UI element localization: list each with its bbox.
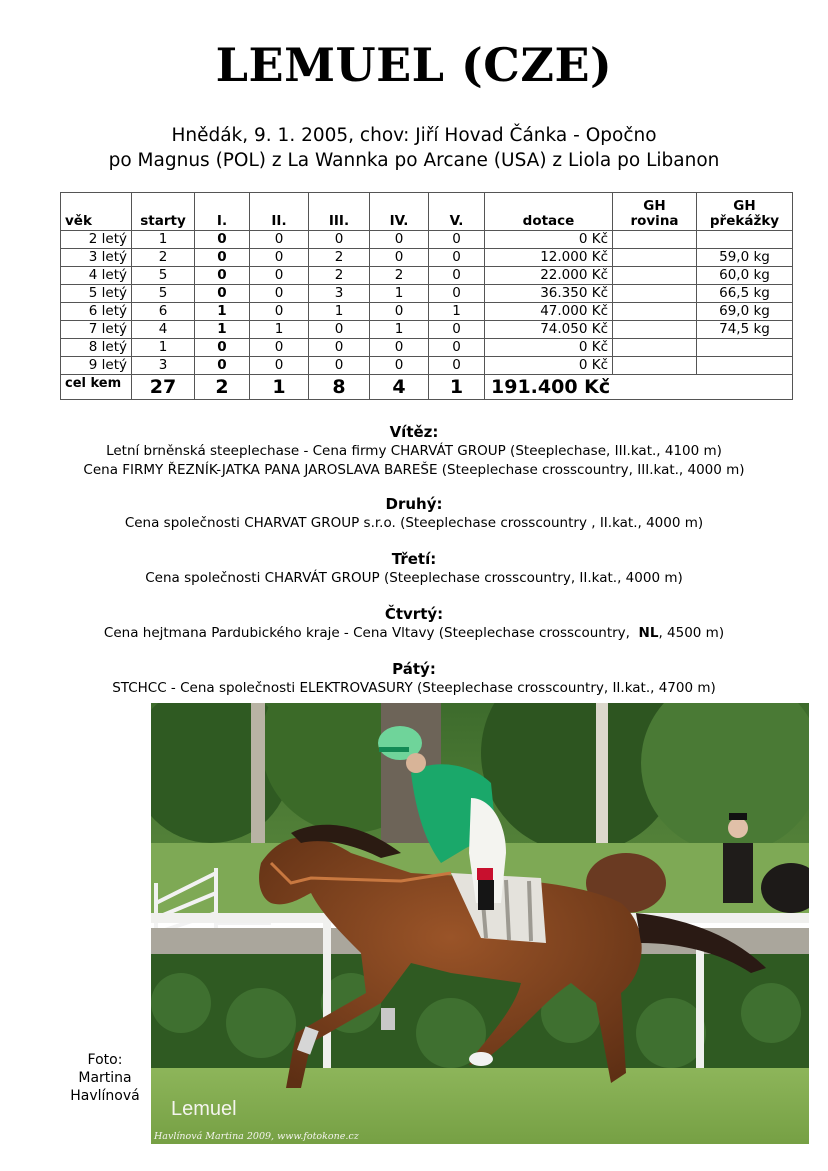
gh-jump-cell: [697, 357, 793, 375]
third-race: Cena společnosti CHARVÁT GROUP (Steeplechase crosscountry, II.kat., 4000 m): [145, 570, 683, 586]
second-place-cell: 1: [250, 321, 309, 339]
fifth-place-cell: 0: [429, 231, 485, 249]
first-place-cell: 0: [195, 339, 250, 357]
fourth-place-cell: 0: [370, 231, 429, 249]
gh-flat-cell: [613, 285, 697, 303]
third-place-cell: 0: [309, 339, 370, 357]
table-row: [61, 285, 793, 303]
fifth-place-cell: 1: [429, 303, 485, 321]
third-heading: Třetí:: [391, 550, 437, 568]
table-row: [61, 339, 793, 357]
gh-flat-cell: [613, 231, 697, 249]
total-starts: 27: [132, 375, 195, 400]
starts-cell: 1: [132, 231, 195, 249]
race-stats-table: [60, 192, 793, 400]
winner-race: Letní brněnská steeplechase - Cena firmy CHARVÁT GROUP (Steeplechase, III.kat., 4100 m): [106, 443, 722, 459]
fifth-place-cell: 0: [429, 285, 485, 303]
header-first: I.: [195, 193, 250, 231]
gh-flat-cell: [613, 357, 697, 375]
photo-caption: Foto: Martina Havlínová: [70, 1052, 140, 1104]
gh-jump-cell: [697, 339, 793, 357]
total-fifth: 1: [429, 375, 485, 400]
starts-cell: 2: [132, 249, 195, 267]
age-cell: 5 letý: [61, 285, 132, 303]
prize-cell: 74.050 Kč: [485, 321, 613, 339]
gh-flat-cell: [613, 267, 697, 285]
total-fourth: 4: [370, 375, 429, 400]
winner-race: Cena FIRMY ŘEZNÍK-JATKA PANA JAROSLAVA BAREŠE (Steeplechase crosscountry, III.kat., 4000 m): [83, 462, 745, 478]
pedigree: po Magnus (POL) z La Wannka po Arcane (USA) z Liola po Libanon: [108, 150, 720, 171]
table-row: [61, 267, 793, 285]
age-cell: 6 letý: [61, 303, 132, 321]
horse-details: Hnědák, 9. 1. 2005, chov: Jiří Hovad Čánka - Opočno: [171, 125, 657, 146]
gh-jump-cell: 69,0 kg: [697, 303, 793, 321]
age-cell: 7 letý: [61, 321, 132, 339]
third-place-cell: 2: [309, 267, 370, 285]
header-fourth: IV.: [370, 193, 429, 231]
header-gh-jump: GH překážky: [697, 193, 793, 231]
winner-heading: Vítěz:: [389, 423, 439, 441]
second-heading: Druhý:: [385, 495, 443, 513]
third-place-cell: 0: [309, 321, 370, 339]
page-title: LEMUEL (CZE): [215, 38, 613, 92]
third-section: [0, 549, 828, 588]
gh-jump-cell: 66,5 kg: [697, 285, 793, 303]
header-third: III.: [309, 193, 370, 231]
table-row: [61, 357, 793, 375]
third-place-cell: 0: [309, 231, 370, 249]
third-place-cell: 0: [309, 357, 370, 375]
table-row: [61, 321, 793, 339]
total-third: 8: [309, 375, 370, 400]
table-row: [61, 303, 793, 321]
fifth-place-cell: 0: [429, 339, 485, 357]
prize-cell: 0 Kč: [485, 339, 613, 357]
gh-flat-cell: [613, 249, 697, 267]
age-cell: 4 letý: [61, 267, 132, 285]
fifth-place-cell: 0: [429, 321, 485, 339]
third-place-cell: 2: [309, 249, 370, 267]
starts-cell: 6: [132, 303, 195, 321]
gh-flat-cell: [613, 339, 697, 357]
fourth-place-cell: 0: [370, 339, 429, 357]
fifth-place-cell: 0: [429, 267, 485, 285]
age-cell: 3 letý: [61, 249, 132, 267]
prize-cell: 22.000 Kč: [485, 267, 613, 285]
table-row: [61, 231, 793, 249]
second-place-cell: 0: [250, 285, 309, 303]
first-place-cell: 0: [195, 231, 250, 249]
third-place-cell: 3: [309, 285, 370, 303]
prize-cell: 0 Kč: [485, 231, 613, 249]
total-first: 2: [195, 375, 250, 400]
gh-flat-cell: [613, 321, 697, 339]
prize-cell: 12.000 Kč: [485, 249, 613, 267]
header-prize: dotace: [485, 193, 613, 231]
fourth-place-cell: 1: [370, 321, 429, 339]
gh-flat-cell: [613, 303, 697, 321]
prize-cell: 36.350 Kč: [485, 285, 613, 303]
winner-section: [0, 422, 828, 480]
fifth-place-cell: 0: [429, 249, 485, 267]
gh-jump-cell: [697, 231, 793, 249]
third-place-cell: 1: [309, 303, 370, 321]
second-section: [0, 494, 828, 533]
fifth-heading: Pátý:: [392, 660, 436, 678]
fifth-section: [0, 659, 828, 698]
fourth-place-cell: 2: [370, 267, 429, 285]
fifth-place-cell: 0: [429, 357, 485, 375]
first-place-cell: 0: [195, 285, 250, 303]
first-place-cell: 0: [195, 357, 250, 375]
header-starts: starty: [132, 193, 195, 231]
age-cell: 9 letý: [61, 357, 132, 375]
gh-jump-cell: 60,0 kg: [697, 267, 793, 285]
fourth-race: Cena hejtmana Pardubického kraje - Cena Vltavy (Steeplechase crosscountry, NL, 4500 m): [103, 625, 725, 641]
fourth-place-cell: 0: [370, 303, 429, 321]
second-place-cell: 0: [250, 231, 309, 249]
fourth-section: [0, 604, 828, 643]
starts-cell: 1: [132, 339, 195, 357]
total-label: cel kem: [61, 375, 132, 400]
total-empty: [697, 375, 793, 400]
second-place-cell: 0: [250, 249, 309, 267]
second-race: Cena společnosti CHARVAT GROUP s.r.o. (Steeplechase crosscountry , II.kat., 4000 m): [124, 515, 704, 531]
total-prize: 191.400 Kč: [485, 375, 697, 400]
second-place-cell: 0: [250, 267, 309, 285]
starts-cell: 5: [132, 267, 195, 285]
fourth-heading: Čtvrtý:: [384, 605, 444, 623]
fourth-place-cell: 0: [370, 357, 429, 375]
gh-jump-cell: 59,0 kg: [697, 249, 793, 267]
header-fifth: V.: [429, 193, 485, 231]
starts-cell: 3: [132, 357, 195, 375]
fourth-place-cell: 1: [370, 285, 429, 303]
age-cell: 8 letý: [61, 339, 132, 357]
second-place-cell: 0: [250, 339, 309, 357]
first-place-cell: 0: [195, 249, 250, 267]
prize-cell: 0 Kč: [485, 357, 613, 375]
first-place-cell: 1: [195, 303, 250, 321]
table-header-row: [61, 193, 793, 231]
starts-cell: 4: [132, 321, 195, 339]
photo-credit-overlay: Havlínová Martina 2009, www.fotokone.cz: [154, 1131, 359, 1142]
horse-photo: [151, 703, 809, 1144]
header-second: II.: [250, 193, 309, 231]
starts-cell: 5: [132, 285, 195, 303]
total-second: 1: [250, 375, 309, 400]
table-row: [61, 249, 793, 267]
header-age: věk: [61, 193, 132, 231]
header-gh-flat: GH rovina: [613, 193, 697, 231]
prize-cell: 47.000 Kč: [485, 303, 613, 321]
fifth-race: STCHCC - Cena společnosti ELEKTROVASURY (Steeplechase crosscountry, II.kat., 4700 m): [112, 680, 716, 696]
age-cell: 2 letý: [61, 231, 132, 249]
fourth-place-cell: 0: [370, 249, 429, 267]
first-place-cell: 1: [195, 321, 250, 339]
second-place-cell: 0: [250, 303, 309, 321]
second-place-cell: 0: [250, 357, 309, 375]
photo-name-overlay: Lemuel: [171, 1098, 237, 1120]
table-total-row: [61, 375, 793, 400]
first-place-cell: 0: [195, 267, 250, 285]
horse-racing-illustration: [151, 703, 809, 1144]
gh-jump-cell: 74,5 kg: [697, 321, 793, 339]
